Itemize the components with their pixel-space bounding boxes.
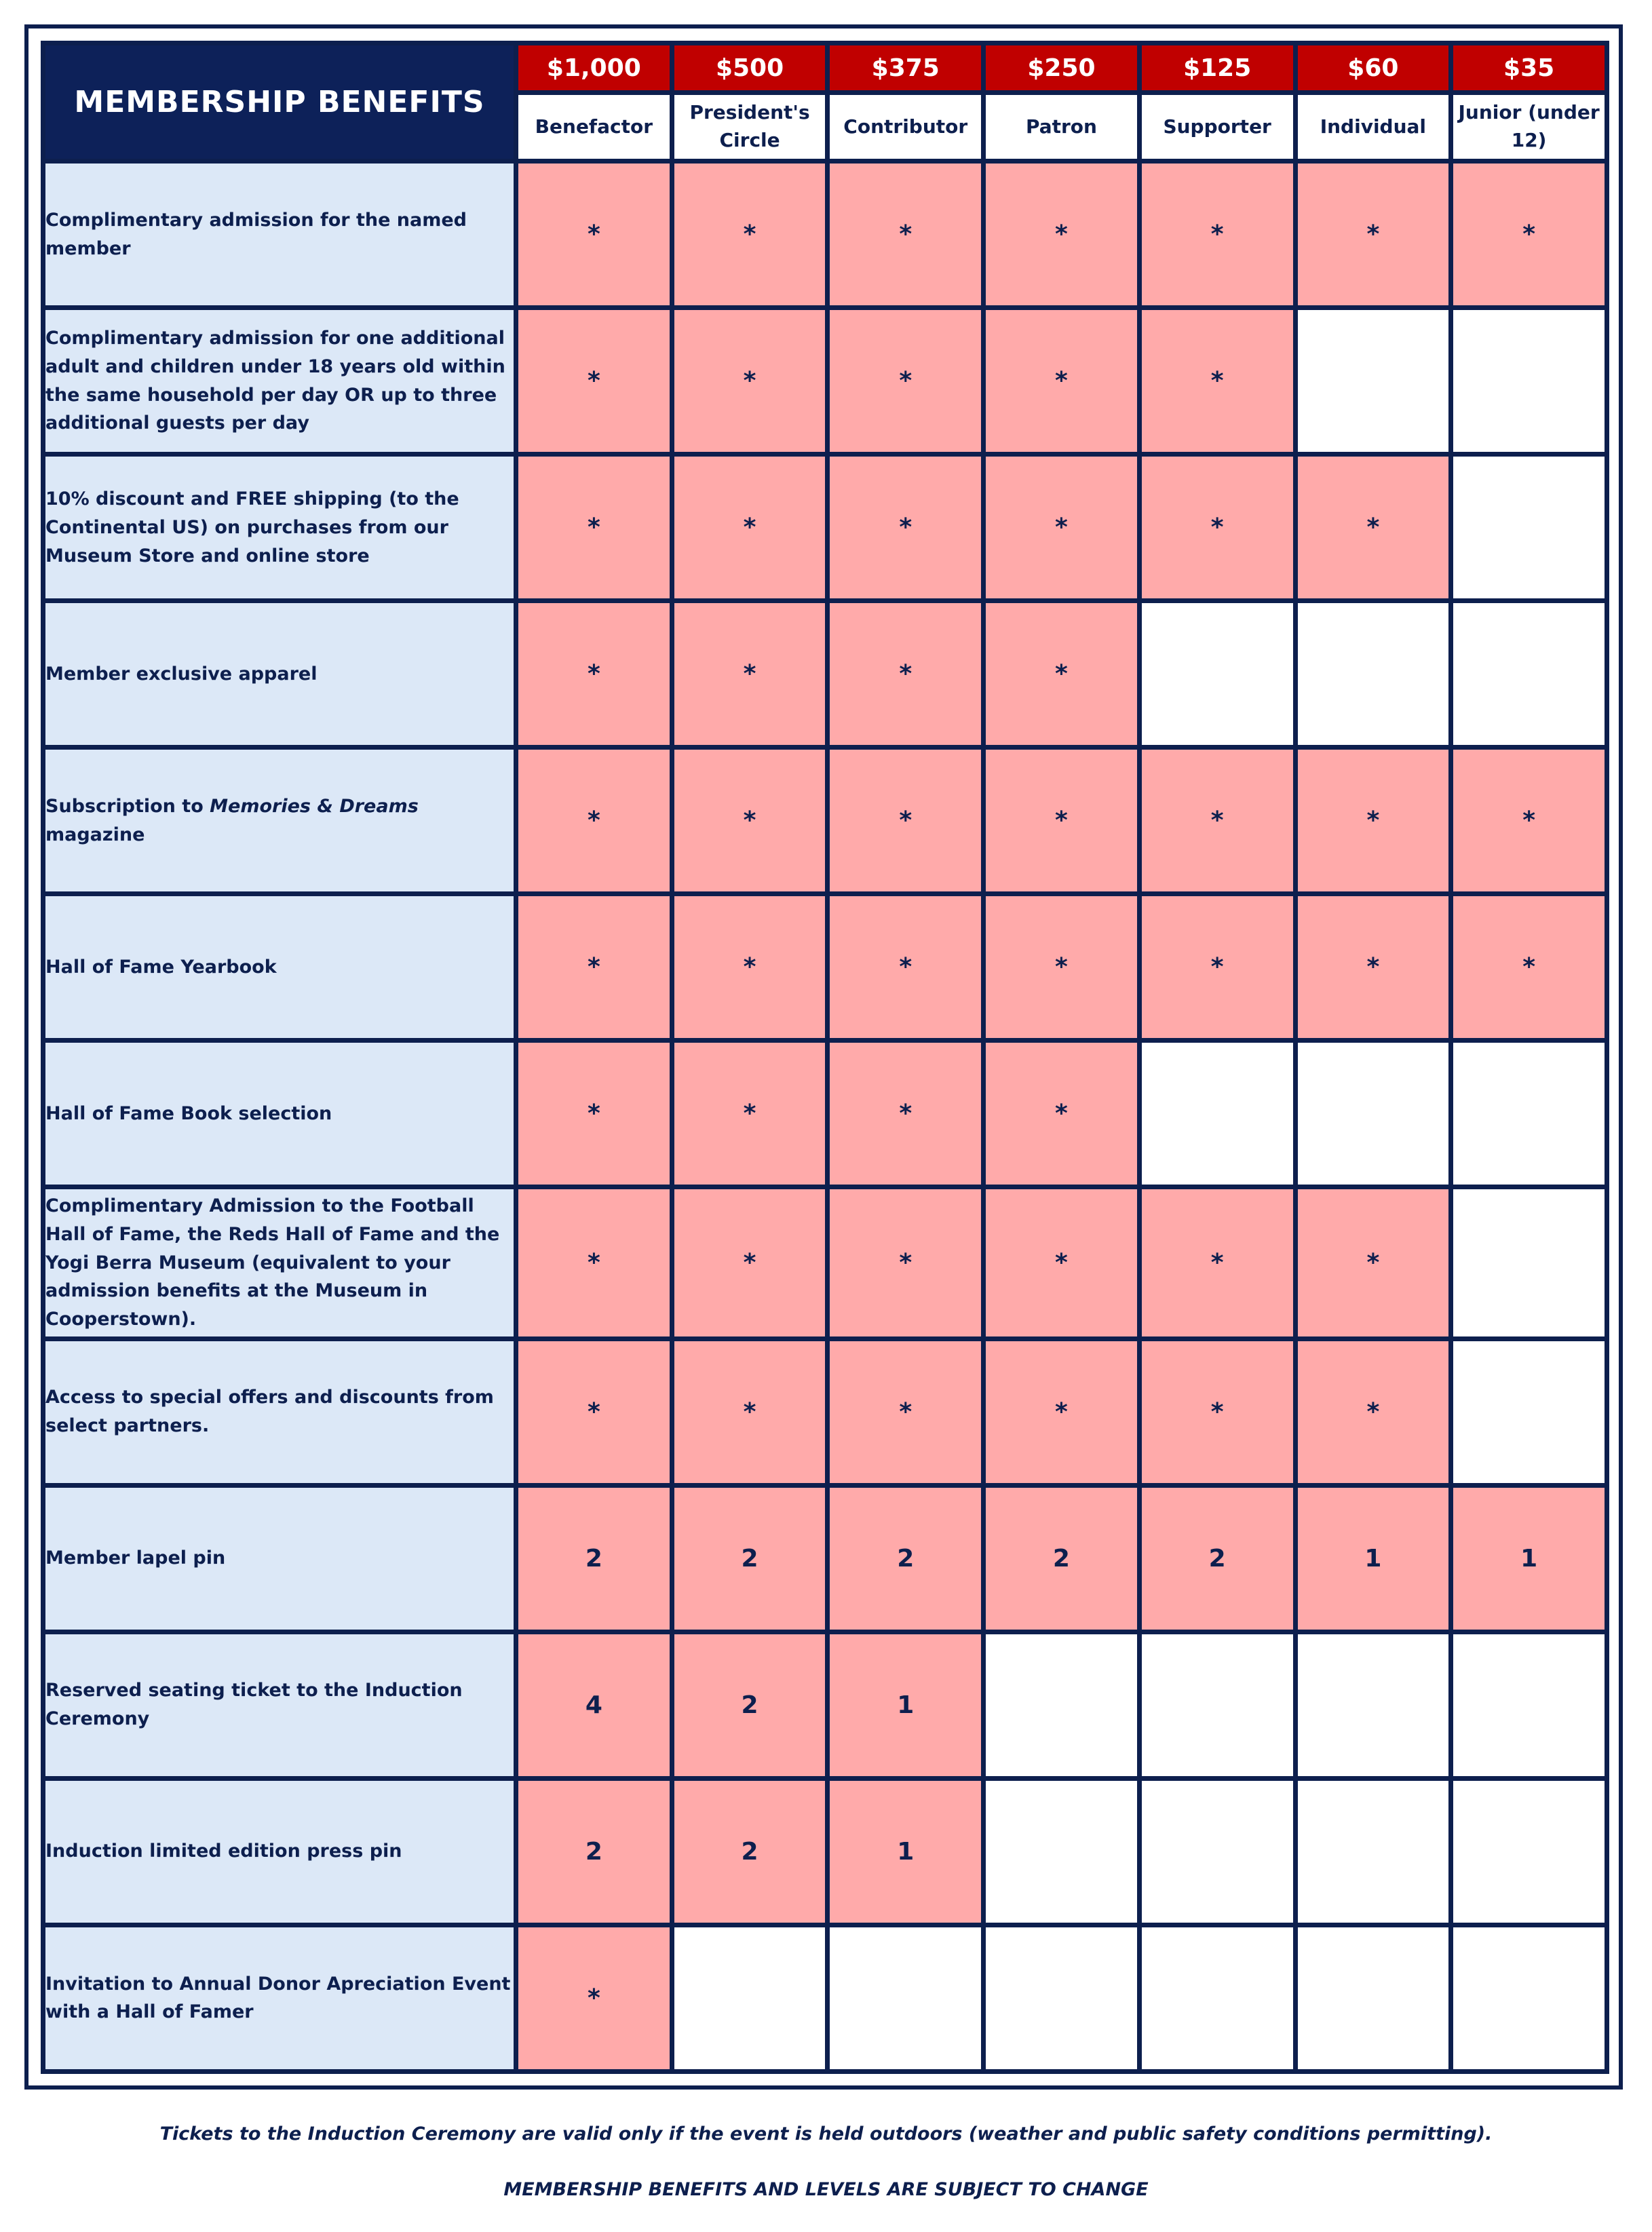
included-cell-contributor: * [828, 748, 984, 894]
price-benefactor: $1,000 [516, 43, 672, 93]
included-cell-contributor: * [828, 601, 984, 748]
empty-cell-junior-under-12 [1451, 455, 1607, 601]
included-cell-president-s-circle: 2 [672, 1632, 828, 1778]
empty-cell-individual [1295, 308, 1451, 455]
included-cell-patron: * [984, 308, 1140, 455]
benefit-row [43, 1925, 1607, 2071]
empty-cell-individual [1295, 601, 1451, 748]
included-cell-benefactor: * [516, 1925, 672, 2071]
benefit-row [43, 748, 1607, 894]
level-benefactor: Benefactor [516, 93, 672, 161]
benefit-row [43, 894, 1607, 1041]
magazine-title: Memories & Dreams [210, 795, 419, 817]
included-cell-patron: * [984, 1187, 1140, 1339]
empty-cell-patron [984, 1632, 1140, 1778]
included-cell-benefactor: * [516, 308, 672, 455]
benefit-label [43, 1187, 516, 1339]
included-cell-president-s-circle: * [672, 1041, 828, 1187]
benefit-row [43, 1187, 1607, 1339]
included-cell-benefactor: * [516, 1041, 672, 1187]
price-contributor: $375 [828, 43, 984, 93]
included-cell-contributor: * [828, 894, 984, 1041]
benefit-row [43, 1339, 1607, 1485]
included-cell-benefactor: 2 [516, 1485, 672, 1632]
included-cell-president-s-circle: * [672, 1187, 828, 1339]
table-title: MEMBERSHIP BENEFITS [43, 43, 516, 161]
included-cell-president-s-circle: 2 [672, 1485, 828, 1632]
included-cell-contributor: 2 [828, 1485, 984, 1632]
included-cell-benefactor: * [516, 894, 672, 1041]
subject-to-change-note: MEMBERSHIP BENEFITS AND LEVELS ARE SUBJECT TO CHANGE [503, 2179, 1149, 2200]
empty-cell-individual [1295, 1041, 1451, 1187]
included-cell-president-s-circle: * [672, 1339, 828, 1485]
included-cell-president-s-circle: * [672, 455, 828, 601]
price-row [43, 43, 1607, 93]
benefit-row [43, 455, 1607, 601]
benefit-row [43, 308, 1607, 455]
empty-cell-individual [1295, 1925, 1451, 2071]
included-cell-president-s-circle: 2 [672, 1778, 828, 1925]
empty-cell-president-s-circle [672, 1925, 828, 2071]
included-cell-individual: * [1295, 748, 1451, 894]
benefit-label [43, 601, 516, 748]
benefit-label-text: Complimentary admission for one additional adult and children under 18 years old within the same household per day OR up to three additional guests per day [45, 327, 505, 434]
included-cell-benefactor: * [516, 1339, 672, 1485]
included-cell-supporter: * [1139, 748, 1295, 894]
price-president-s-circle: $500 [672, 43, 828, 93]
empty-cell-contributor [828, 1925, 984, 2071]
empty-cell-patron [984, 1925, 1140, 2071]
included-cell-president-s-circle: * [672, 748, 828, 894]
included-cell-contributor: 1 [828, 1778, 984, 1925]
included-cell-individual: * [1295, 161, 1451, 308]
included-cell-benefactor: * [516, 601, 672, 748]
benefit-row [43, 1485, 1607, 1632]
included-cell-benefactor: * [516, 748, 672, 894]
included-cell-patron: 2 [984, 1485, 1140, 1632]
benefit-label-text: Reserved seating ticket to the Induction Ceremony [45, 1680, 463, 1730]
level-individual: Individual [1295, 93, 1451, 161]
included-cell-president-s-circle: * [672, 161, 828, 308]
benefit-label [43, 1778, 516, 1925]
empty-cell-junior-under-12 [1451, 1041, 1607, 1187]
empty-cell-junior-under-12 [1451, 601, 1607, 748]
benefit-label-text: Invitation to Annual Donor Apreciation Event with a Hall of Famer [45, 1973, 511, 2023]
included-cell-benefactor: * [516, 455, 672, 601]
included-cell-supporter: * [1139, 1339, 1295, 1485]
price-individual: $60 [1295, 43, 1451, 93]
benefit-label-text: Member lapel pin [45, 1547, 226, 1569]
benefit-label [43, 455, 516, 601]
empty-cell-supporter [1139, 1041, 1295, 1187]
empty-cell-supporter [1139, 601, 1295, 748]
empty-cell-individual [1295, 1778, 1451, 1925]
level-junior-under-12: Junior (under 12) [1451, 93, 1607, 161]
included-cell-patron: * [984, 455, 1140, 601]
empty-cell-supporter [1139, 1632, 1295, 1778]
level-contributor: Contributor [828, 93, 984, 161]
included-cell-patron: * [984, 748, 1140, 894]
level-president-s-circle: President's Circle [672, 93, 828, 161]
price-patron: $250 [984, 43, 1140, 93]
empty-cell-junior-under-12 [1451, 1187, 1607, 1339]
included-cell-patron: * [984, 601, 1140, 748]
included-cell-president-s-circle: * [672, 601, 828, 748]
benefit-row [43, 1778, 1607, 1925]
included-cell-patron: * [984, 894, 1140, 1041]
benefit-label [43, 308, 516, 455]
empty-cell-patron [984, 1778, 1140, 1925]
benefit-row [43, 161, 1607, 308]
benefit-row [43, 1632, 1607, 1778]
included-cell-benefactor: * [516, 161, 672, 308]
included-cell-patron: * [984, 1339, 1140, 1485]
empty-cell-supporter [1139, 1925, 1295, 2071]
included-cell-supporter: * [1139, 455, 1295, 601]
benefit-label-text: Hall of Fame Book selection [45, 1102, 332, 1124]
level-supporter: Supporter [1139, 93, 1295, 161]
benefit-row [43, 601, 1607, 748]
level-patron: Patron [984, 93, 1140, 161]
price-supporter: $125 [1139, 43, 1295, 93]
included-cell-individual: * [1295, 1339, 1451, 1485]
included-cell-junior-under-12: * [1451, 161, 1607, 308]
benefit-label-text: Induction limited edition press pin [45, 1841, 402, 1862]
empty-cell-junior-under-12 [1451, 1925, 1607, 2071]
included-cell-junior-under-12: * [1451, 748, 1607, 894]
included-cell-supporter: * [1139, 308, 1295, 455]
empty-cell-junior-under-12 [1451, 1778, 1607, 1925]
benefit-label-text: Complimentary admission for the named member [45, 209, 467, 259]
benefit-label [43, 748, 516, 894]
included-cell-contributor: * [828, 1041, 984, 1187]
benefit-label-text: 10% discount and FREE shipping (to the Continental US) on purchases from our Museum Store and online store [45, 488, 459, 566]
included-cell-junior-under-12: * [1451, 894, 1607, 1041]
empty-cell-individual [1295, 1632, 1451, 1778]
included-cell-individual: * [1295, 455, 1451, 601]
included-cell-benefactor: 2 [516, 1778, 672, 1925]
benefit-label [43, 1339, 516, 1485]
benefit-label [43, 1632, 516, 1778]
included-cell-individual: * [1295, 1187, 1451, 1339]
included-cell-benefactor: 4 [516, 1632, 672, 1778]
included-cell-contributor: * [828, 161, 984, 308]
benefit-label-text: Hall of Fame Yearbook [45, 956, 277, 978]
benefit-label [43, 161, 516, 308]
benefit-label [43, 1485, 516, 1632]
included-cell-individual: * [1295, 894, 1451, 1041]
price-junior-under-12: $35 [1451, 43, 1607, 93]
included-cell-contributor: * [828, 1339, 984, 1485]
membership-benefits-table [41, 41, 1609, 2074]
induction-ticket-note: Tickets to the Induction Ceremony are valid only if the event is held outdoors (weather and public safety conditions permitting). [159, 2123, 1493, 2144]
benefit-label [43, 1925, 516, 2071]
benefit-label-text: Access to special offers and discounts from select partners. [45, 1387, 494, 1437]
included-cell-supporter: * [1139, 894, 1295, 1041]
included-cell-individual: 1 [1295, 1485, 1451, 1632]
benefit-label-text: Member exclusive apparel [45, 663, 318, 685]
benefit-row [43, 1041, 1607, 1187]
empty-cell-junior-under-12 [1451, 308, 1607, 455]
included-cell-contributor: * [828, 308, 984, 455]
included-cell-contributor: * [828, 455, 984, 601]
empty-cell-junior-under-12 [1451, 1632, 1607, 1778]
included-cell-president-s-circle: * [672, 894, 828, 1041]
included-cell-supporter: * [1139, 1187, 1295, 1339]
empty-cell-junior-under-12 [1451, 1339, 1607, 1485]
benefit-label [43, 894, 516, 1041]
included-cell-contributor: * [828, 1187, 984, 1339]
empty-cell-supporter [1139, 1778, 1295, 1925]
included-cell-patron: * [984, 1041, 1140, 1187]
included-cell-patron: * [984, 161, 1140, 308]
table-header [43, 43, 1607, 161]
benefit-label-text: Complimentary Admission to the Football Hall of Fame, the Reds Hall of Fame and the Yogi Berra Museum (equivalent to your admission benefits at the Museum in Cooperstown). [45, 1195, 500, 1330]
included-cell-president-s-circle: * [672, 308, 828, 455]
benefit-label [43, 1041, 516, 1187]
included-cell-benefactor: * [516, 1187, 672, 1339]
included-cell-supporter: * [1139, 161, 1295, 308]
included-cell-supporter: 2 [1139, 1485, 1295, 1632]
included-cell-junior-under-12: 1 [1451, 1485, 1607, 1632]
benefit-label-text: Subscription to Memories & Dreams magazine [45, 795, 419, 845]
included-cell-contributor: 1 [828, 1632, 984, 1778]
benefit-rows [43, 161, 1607, 2072]
